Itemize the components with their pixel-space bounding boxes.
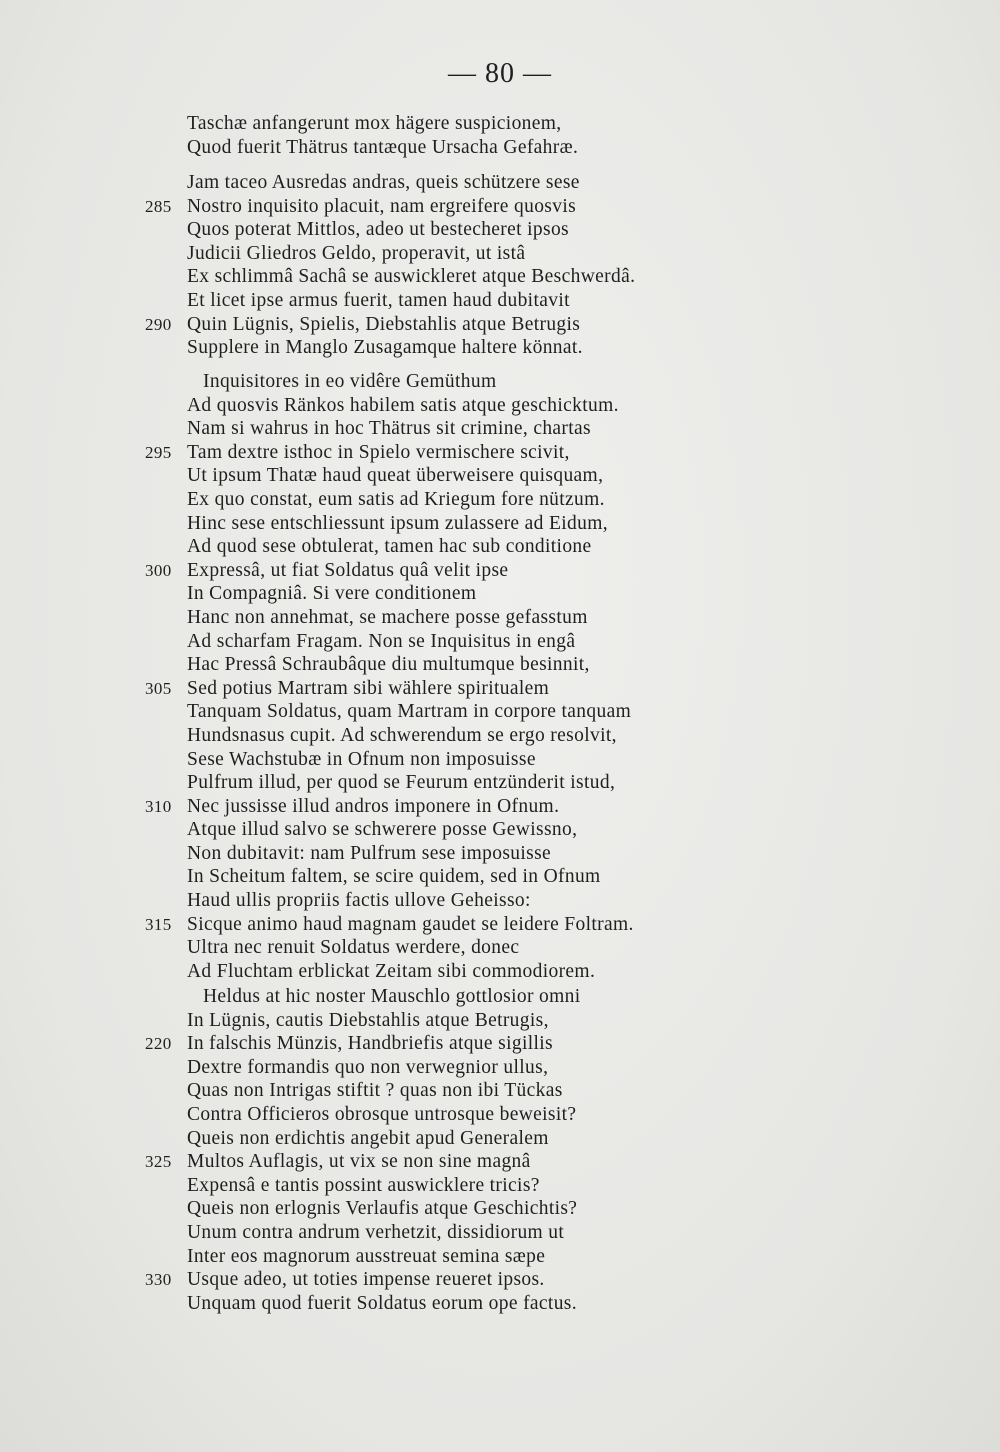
verse-line [0,195,1000,219]
verse-line [0,748,1000,772]
line-number: 315 [145,914,172,934]
verse-line [0,394,1000,418]
verse-text: Inquisitores in eo vidêre Gemüthum [203,371,497,392]
verse-line [0,370,1000,394]
verse-text: Hundsnasus cupit. Ad schwerendum se ergo resolvit, [187,724,617,746]
verse-line [0,985,1000,1009]
line-number: 285 [145,196,172,216]
verse-text: Ad quosvis Ränkos habilem satis atque geschicktum. [187,394,619,416]
verse-line [0,1174,1000,1198]
verse-line [0,1245,1000,1269]
verse-line [0,417,1000,441]
verse-line [0,1197,1000,1221]
verse-text: Quas non Intrigas stiftit ? quas non ibi Tückas [187,1080,563,1102]
stanza-2 [0,171,1000,360]
verse-line [0,1221,1000,1245]
verse-line [0,700,1000,724]
verse-text: Tanquam Soldatus, quam Martram in corpore tanquam [187,701,632,723]
verse-line [0,1079,1000,1103]
verse-text: Haud ullis propriis factis ullove Geheisso: [187,890,531,912]
verse-line [0,865,1000,889]
verse-line [0,535,1000,559]
verse-line [0,488,1000,512]
verse-text: Nec jussisse illud andros imponere in Ofnum. [187,795,560,817]
verse-line [0,336,1000,360]
verse-text: Judicii Gliedros Geldo, properavit, ut istâ [187,242,526,264]
verse-text: Ex schlimmâ Sachâ se auswickleret atque Beschwerdâ. [187,266,636,288]
verse-text: Hac Pressâ Schraubâque diu multumque besinnit, [187,654,590,676]
verse-line [0,677,1000,701]
verse-text: In Scheitum faltem, se scire quidem, sed in Ofnum [187,866,601,888]
verse-line [0,771,1000,795]
verse-text: Sese Wachstubæ in Ofnum non imposuisse [187,748,536,770]
verse-text: Heldus at hic noster Mauschlo gottlosior omni [203,986,581,1007]
verse-text: Supplere in Manglo Zusagamque haltere könnat. [187,337,583,359]
verse-line [0,289,1000,313]
verse-line [0,724,1000,748]
verse-text: Hanc non annehmat, se machere posse gefasstum [187,606,588,628]
verse-text: Queis non erdichtis angebit apud Generalem [187,1127,549,1149]
verse-text: Expensâ e tantis possint auswicklere tricis? [187,1174,540,1196]
verse-text: Dextre formandis quo non verwegnior ullus, [187,1056,549,1078]
verse-line [0,464,1000,488]
page-number: — 80 — [448,58,552,89]
verse-text: Inter eos magnorum ausstreuat semina sæpe [187,1245,546,1267]
verse-text: Non dubitavit: nam Pulfrum sese imposuisse [187,842,552,864]
verse-text: Tam dextre isthoc in Spielo vermischere scivit, [187,441,570,463]
verse-text: Pulfrum illud, per quod se Feurum entzünderit istud, [187,772,616,794]
verse-text: Ultra nec renuit Soldatus werdere, donec [187,937,520,959]
verse-line [0,1056,1000,1080]
verse-line [0,441,1000,465]
line-number: 295 [145,442,172,462]
verse-text: Quin Lügnis, Spielis, Diebstahlis atque Betrugis [187,313,581,335]
verse-line [0,889,1000,913]
verse-line [0,1103,1000,1127]
stanza-3 [0,370,1000,983]
verse-line [0,559,1000,583]
verse-text: Ex quo constat, eum satis ad Kriegum fore nützum. [187,488,605,510]
line-number: 290 [145,314,172,334]
verse-line [0,313,1000,337]
verse-text: Ad quod sese obtulerat, tamen hac sub conditione [187,536,592,558]
verse-line [0,1009,1000,1033]
line-number: 220 [145,1034,172,1054]
verse-line [0,218,1000,242]
verse-line [0,136,1000,160]
verse-text: Sed potius Martram sibi wählere spiritualem [187,677,550,699]
line-number: 325 [145,1152,172,1172]
line-number: 305 [145,678,172,698]
verse-line [0,1127,1000,1151]
verse-line [0,512,1000,536]
verse-text: In Compagniâ. Si vere conditionem [187,583,477,605]
verse-text: In falschis Münzis, Handbriefis atque sigillis [187,1033,553,1055]
verse-line [0,818,1000,842]
verse-line [0,936,1000,960]
verse-line [0,1150,1000,1174]
verse-line [0,795,1000,819]
line-number: 300 [145,560,172,580]
verse-line [0,242,1000,266]
verse-text: Et licet ipse armus fuerit, tamen haud dubitavit [187,289,570,311]
verse-line [0,582,1000,606]
verse-text: Quos poterat Mittlos, adeo ut bestecheret ipsos [187,219,569,241]
verse-text: Multos Auflagis, ut vix se non sine magnâ [187,1151,531,1173]
verse-line [0,653,1000,677]
verse-text: Contra Officieros obrosque untrosque beweisit? [187,1103,577,1125]
verse-line [0,842,1000,866]
stanza-1 [0,112,1000,159]
line-number: 330 [145,1270,172,1290]
verse-text: Sicque animo haud magnam gaudet se leidere Foltram. [187,913,634,935]
verse-text: Hinc sese entschliessunt ipsum zulassere ad Eidum, [187,512,608,534]
verse-text: In Lügnis, cautis Diebstahlis atque Betrugis, [187,1009,549,1031]
verse-text: Queis non erlognis Verlaufis atque Geschichtis? [187,1198,578,1220]
verse-line [0,171,1000,195]
verse-line [0,1292,1000,1316]
verse-line [0,112,1000,136]
verse-line [0,265,1000,289]
verse-text: Usque adeo, ut toties impense reueret ipsos. [187,1269,545,1291]
verse-text: Taschæ anfangerunt mox hägere suspicionem, [187,113,562,134]
verse-text: Ad Fluchtam erblickat Zeitam sibi commodiorem. [187,960,596,982]
verse-text: Ut ipsum Thatæ haud queat überweisere quisquam, [187,465,604,487]
verse-line [0,630,1000,654]
verse-line [0,913,1000,937]
stanza-4 [0,985,1000,1315]
verse-line [0,1268,1000,1292]
verse-text: Unquam quod fuerit Soldatus eorum ope factus. [187,1292,577,1314]
verse-line [0,960,1000,984]
verse-text: Unum contra andrum verhetzit, dissidiorum ut [187,1221,565,1243]
verse-line [0,606,1000,630]
verse-line [0,1032,1000,1056]
verse-text: Expressâ, ut fiat Soldatus quâ velit ipse [187,559,509,581]
verse-text: Nam si wahrus in hoc Thätrus sit crimine, chartas [187,418,591,440]
line-number: 310 [145,796,172,816]
verse-text: Ad scharfam Fragam. Non se Inquisitus in engâ [187,630,576,652]
verse-text: Atque illud salvo se schwerere posse Gewissno, [187,819,578,841]
verse-text: Quod fuerit Thätrus tantæque Ursacha Gefahræ. [187,136,579,158]
verse-text: Nostro inquisito placuit, nam ergreifere quosvis [187,195,577,217]
verse-text: Jam taceo Ausredas andras, queis schützere sese [187,172,580,193]
